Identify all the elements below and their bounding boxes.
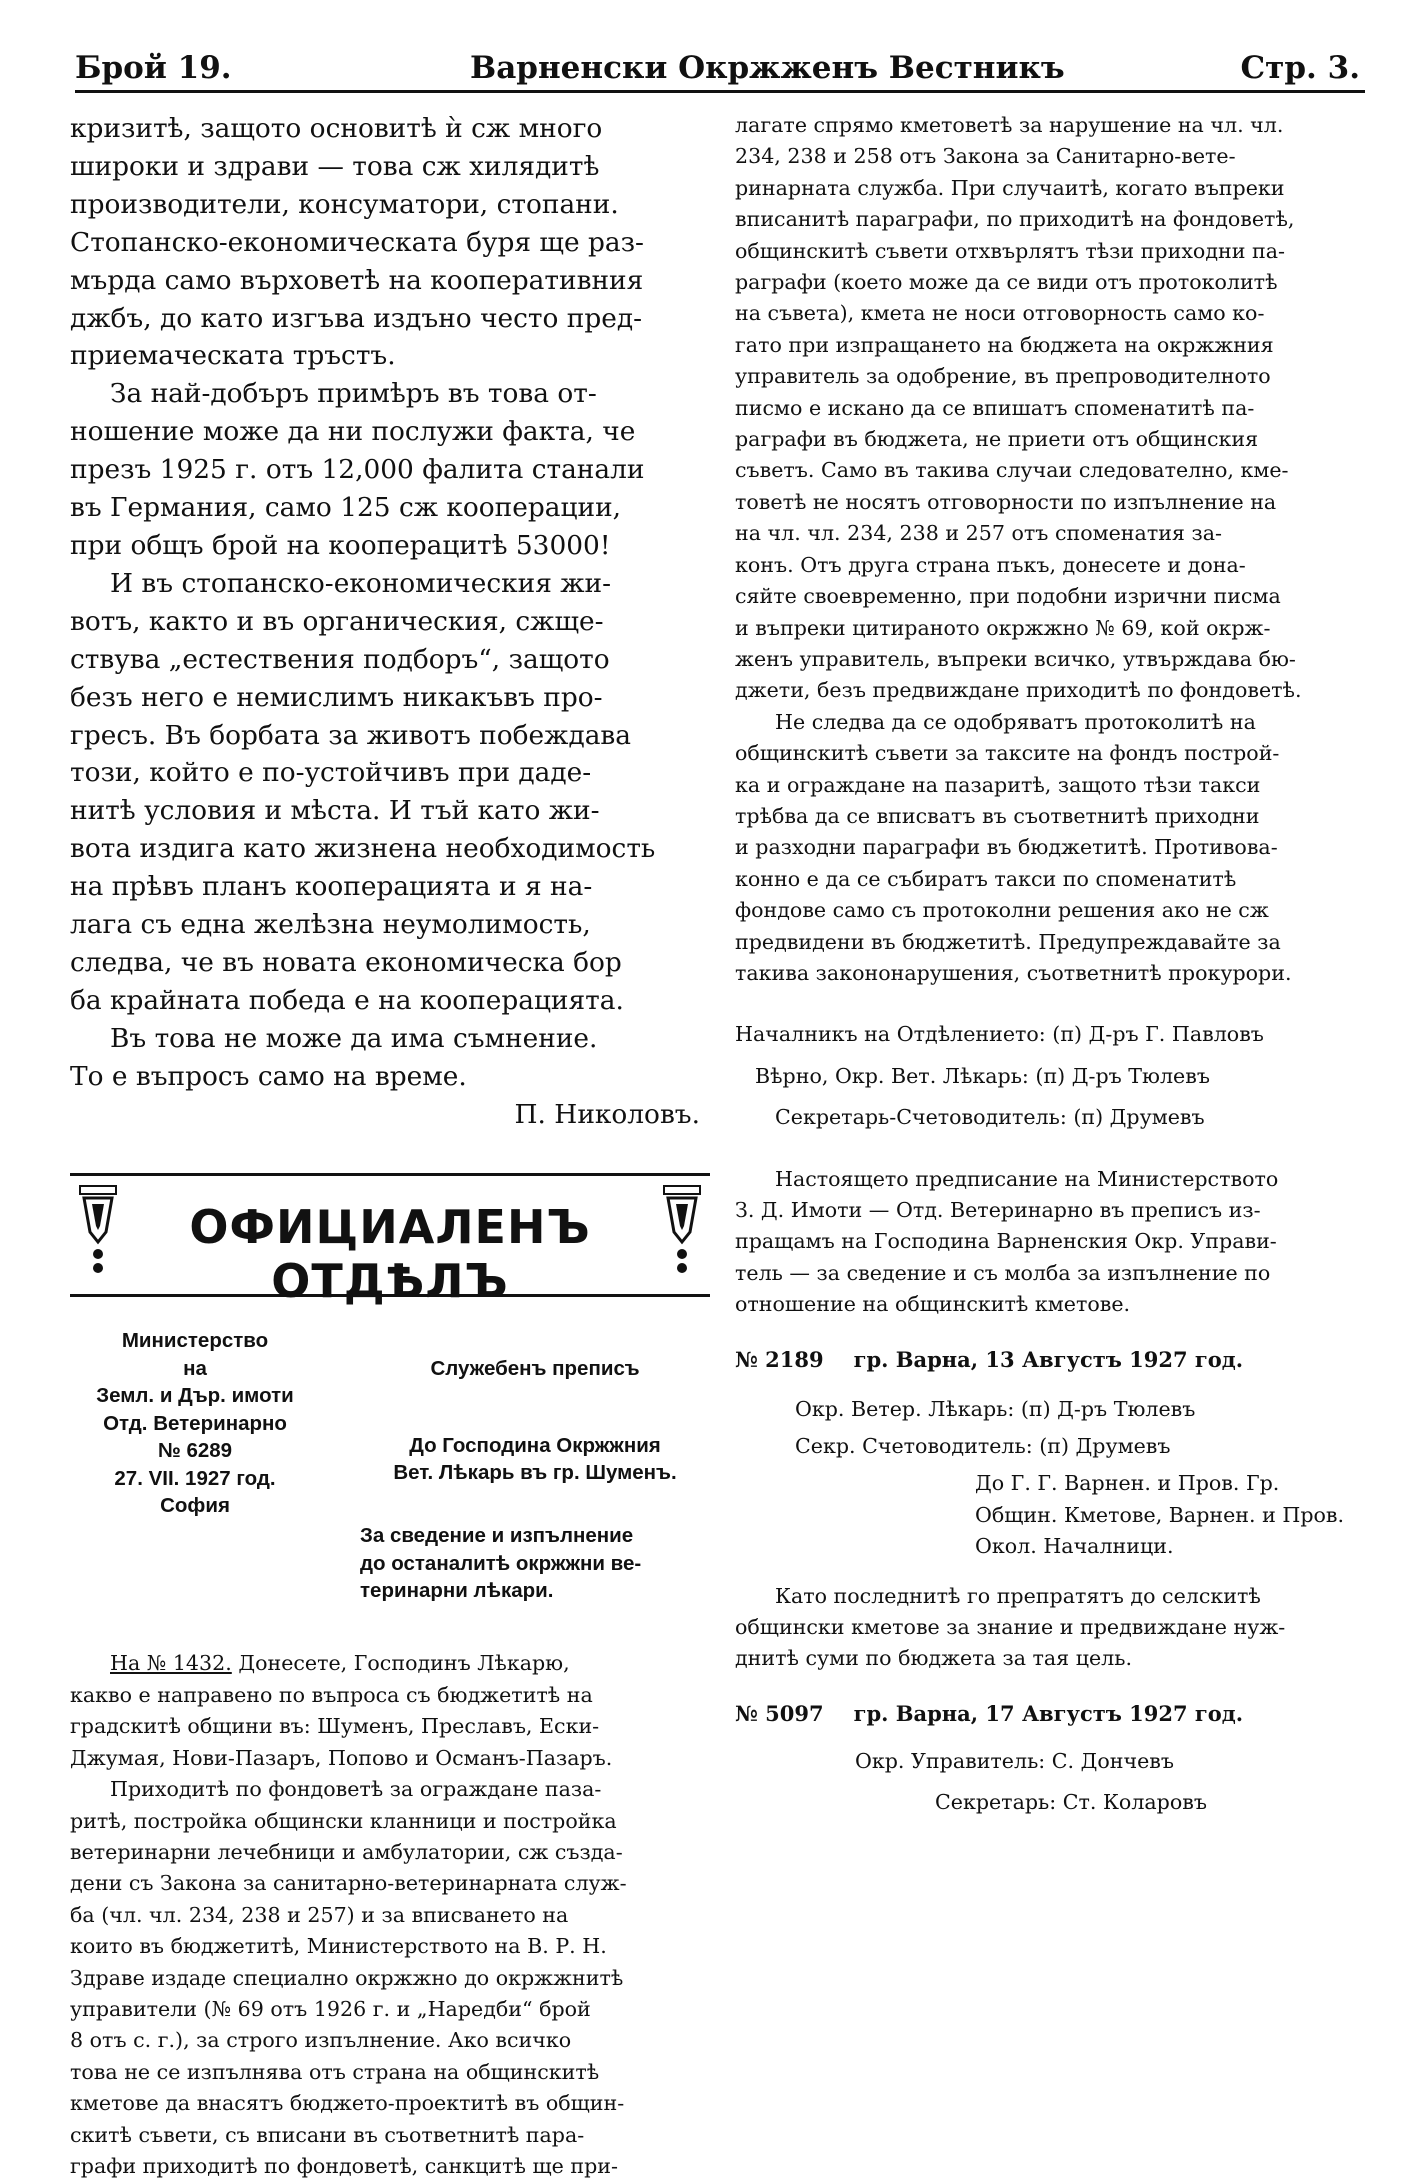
reference-line [735, 1347, 1371, 1372]
for-info-note: За сведение и изпълнение до останалитѣ окржжни ве- теринарни лѣкари. [360, 1524, 642, 1603]
left-column [70, 110, 710, 2182]
reply-text: Донесете, Господинъ Лѣкарю, какво е направено по въпроса съ бюджетитѣ на градскитѣ общини въ: Шуменъ, Преславъ, Ески- Джумая, Нови-Пазаръ, Попово и Османъ-Пазаръ. [70, 1651, 613, 1770]
reply-reference: На № 1432. [110, 1651, 232, 1676]
author-signature: П. Николовъ. [514, 1098, 700, 1130]
signature-line: Началникъ на Отдѣлението: (п) Д-ръ Г. Павловъ [735, 1022, 1264, 1047]
official-header-block [70, 1327, 710, 1632]
article-paragraph: За най-добъръ примѣръ въ това от- ношение може да ни послужи факта, че презъ 1925 г. отъ 12,000 фалита станали въ Германия, само 125 сж кооперации, при общъ брой на кооперацитѣ 53000! [70, 378, 645, 561]
issue-number: Брой 19. [75, 50, 232, 86]
signature-line: Вѣрно, Окр. Вет. Лѣкарь: (п) Д-ръ Тюлевъ [755, 1063, 1210, 1088]
page-header [75, 48, 1365, 88]
transcript-block [360, 1327, 710, 1632]
body-paragraph: Не следва да се одобряватъ протоколитѣ на общинскитѣ съвети за таксите на фондъ построй- ка и ограждане на пазаритѣ, защото тѣзи такси трѣбва да се вписватъ въ съответнитѣ приходни и разходни параграфи въ бюджетитѣ. Противова- конно е да се събиратъ такси по споменатитѣ фондове само съ протоколни решения ако не сж предвидени въ бюджетитѣ. Предупреждавайте за такива закононарушения, съответнитѣ прокурори. [735, 709, 1292, 985]
header-rule [75, 90, 1365, 93]
reference-place-date: гр. Варна, 13 Августъ 1927 год. [853, 1346, 1244, 1372]
signature-line: Секретарь-Счетоводитель: (п) Друмевъ [775, 1105, 1205, 1130]
transcript-title: Служебенъ преписъ [430, 1356, 640, 1380]
section-title: ОФИЦИАЛЕНЪ ОТДѢЛЪ [189, 1200, 591, 1309]
addressee: До Господина Окржжния Вет. Лѣкарь въ гр. Шуменъ. [393, 1433, 677, 1485]
signature-line: Секр. Счетоводитель: (п) Друмевъ [795, 1434, 1171, 1459]
ministry-block: Министерство на Земл. и Дър. имоти Отд. Ветеринарно № 6289 27. VII. 1927 год. София [96, 1329, 294, 1518]
page-number: Стр. 3. [1240, 50, 1360, 86]
reference-number: № 2189 [735, 1346, 824, 1372]
body-paragraph: Като последнитѣ го препратятъ до селскитѣ общински кметове за знание и предвиждане нуж- днитѣ суми по бюджета за тая цель. [735, 1583, 1286, 1671]
reference-place-date: гр. Варна, 17 Августъ 1927 год. [853, 1700, 1244, 1726]
reference-number: № 5097 [735, 1700, 824, 1726]
addressee: До Г. Г. Варнен. и Пров. Гр. Общин. Кметове, Варнен. и Пров. Окол. Началници. [975, 1471, 1345, 1559]
article-paragraph: Въ това не може да има съмнение. То е въпросъ само на време. [70, 1022, 598, 1092]
official-section-banner [70, 1173, 710, 1309]
right-column [735, 110, 1371, 1819]
signature-line: Секретарь: Ст. Коларовъ [935, 1790, 1207, 1815]
body-paragraph: лагате спрямо кметоветѣ за нарушение на чл. чл. 234, 238 и 258 отъ Закона за Санитарно-вете- ринарната служба. При случаитѣ, когато въпреки вписанитѣ параграфи, по приходитѣ на фондоветѣ, общинскитѣ съвети отхвърлятъ тѣзи приходни па- раграфи (което може да се види отъ протоколитѣ на съвета), кмета не носи отговорность само ко- гато при изпращането на бюджета на окржжния управитель за одобрение, въ препроводителното писмо е искано да се впишатъ споменатитѣ па- раграфи въ бюджета, не приети отъ общинския съветъ. Само въ такива случаи следователно, кме- товетѣ не носятъ отговорности по изпълнение на на чл. чл. 234, 238 и 257 отъ споменатия за- конъ. Отъ друга страна пъкъ, донесете и дона- сяйте своевременно, при подобни изрични писма и въпреки цитираното окржжно № 69, кой окрж- женъ управитель, въпреки всичко, утвърждава бю- джети, безъ предвиждане приходитѣ по фондоветѣ. [735, 113, 1302, 703]
article-paragraph: кризитѣ, защото основитѣ ѝ сж много широки и здрави — това сж хилядитѣ производители, консуматори, стопани. Стопанско-економическата буря ще раз- мърда само върховетѣ на кооперативния джбъ, до като изгъва издъно често пред- приемаческата тръстъ. [70, 113, 644, 372]
reply-paragraph [70, 1648, 710, 1774]
signature-line: Окр. Ветер. Лѣкарь: (п) Д-ръ Тюлевъ [795, 1396, 1196, 1421]
body-paragraph: Настоящето предписание на Министерството З. Д. Имоти — Отд. Ветеринарно въ преписъ из- пращамъ на Господина Варненския Окр. Управи- тель — за сведение и съ молба за изпълнение по отношение на общинскитѣ кметове. [735, 1166, 1279, 1317]
signature-line: Окр. Управитель: С. Дончевъ [855, 1748, 1174, 1773]
ornament-icon [662, 1184, 702, 1280]
body-paragraph: Приходитѣ по фондоветѣ за ограждане паза- ритѣ, постройка общински кланници и постройка ветеринарни лечебници и амбулатории, сж създа- дени съ Закона за санитарно-ветеринарната служ- ба (чл. чл. 234, 238 и 257) и за вписването на които въ бюджетитѣ, Министерството на В. Р. Н. Здраве издаде специално окржжно до окржжнитѣ управители (№ 69 отъ 1926 г. и „Наредби“ брой 8 отъ с. г.), за строго изпълнение. Ако всичко това не се изпълнява отъ страна на общинскитѣ кметове да внасятъ бюджето-проектитѣ въ общин- скитѣ съвети, съ вписани въ съответнитѣ пара- графи приходитѣ по фондоветѣ, санкцитѣ ще при- [70, 1777, 627, 2178]
newspaper-title: Варненски Окржженъ Вестникъ [470, 50, 1065, 86]
reference-line [735, 1701, 1371, 1726]
article-paragraph: И въ стопанско-економическия жи- вотъ, както и въ органическия, сжще- ствува „естествения подборъ“, защото безъ него е немислимъ никакъвъ про- гресъ. Въ борбата за животъ побеждава този, който е по-устойчивъ при даде- нитѣ условия и мѣста. И тъй като жи- вота издига като жизнена необходимость на прѣвъ планъ кооперацията и я на- лага съ една желѣзна неумолимость, следва, че въ новата економическа бор ба крайната победа е на кооперацията. [70, 567, 656, 1016]
ornament-icon [78, 1184, 118, 1280]
